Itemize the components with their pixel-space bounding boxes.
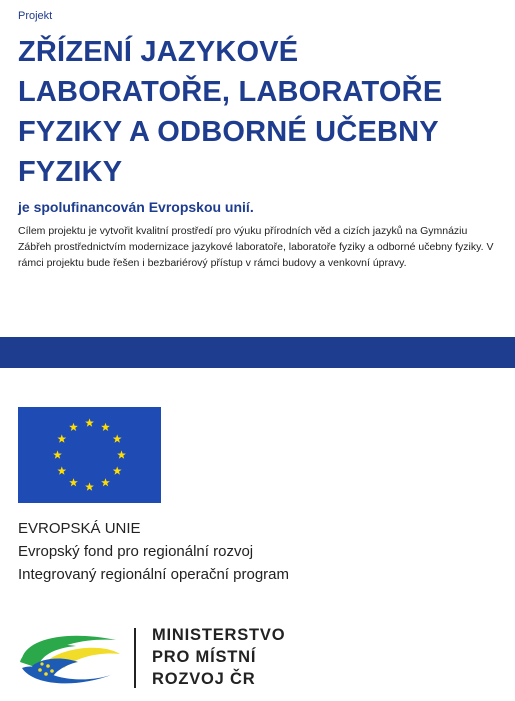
eu-name: EVROPSKÁ UNIE — [18, 520, 141, 537]
project-title: ZŘÍZENÍ JAZYKOVÉ LABORATOŘE, LABORATOŘE FYZIKY A ODBORNÉ UČEBNY FYZIKY — [18, 36, 443, 188]
eu-flag-icon — [18, 407, 161, 503]
project-description: Cílem projektu je vytvořit kvalitní prostředí pro výuku přírodních věd a cizích jazyků na Gymnáziu Zábřeh prostřednictvím modernizace jazykové laboratoře, laboratoře fyziky a odborné učebny fyziky. V rámci projektu bude řešen i bezbariérový přístup v rámci budovy a venkovní úpravy. — [18, 225, 494, 269]
ministry-name — [152, 624, 285, 690]
label-projekt: Projekt — [18, 10, 53, 22]
ministry-line-1: MINISTERSTVO — [152, 626, 286, 644]
mmr-logo-icon — [18, 628, 122, 690]
eu-text-block — [18, 517, 418, 586]
mmr-divider — [134, 628, 136, 688]
eu-fund: Evropský fond pro regionální rozvoj — [18, 543, 254, 560]
ministry-line-3: ROZVOJ ČR — [152, 670, 256, 688]
cofinancing-subtitle: je spolufinancován Evropskou unií. — [18, 199, 254, 215]
ministry-line-2: PRO MÍSTNÍ — [152, 648, 257, 666]
eu-program: Integrovaný regionální operační program — [18, 566, 289, 583]
blue-band — [0, 337, 515, 368]
